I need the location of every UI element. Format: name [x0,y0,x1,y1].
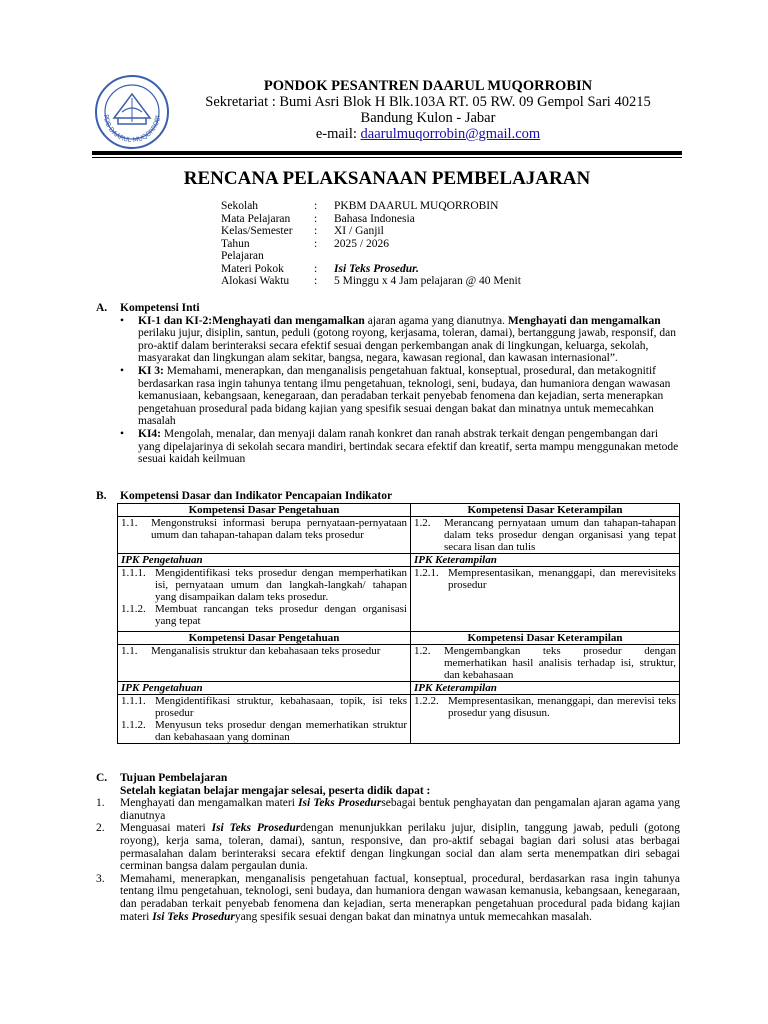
ipk-pengetahuan-cell: 1.1.1. Mengidentifikasi teks prosedur dengan memperhatikan isi, pernyataan umum dan langkah-langkah/ tahapan yang disampaikan dalam teks prosedur. 1.1.2. Membuat rancangan teks prosedur dengan organisasi yang tepat [118,567,411,632]
list-item: 3. Memahami, menerapkan, menganalisis pengetahuan factual, konseptual, procedural, berdasarkan rasa ingin tahunya tentang ilmu pengetahuan, teknologi, seni budaya, dan humaniora dengan wawasan kemanusia, kebangsaan, kenegaraan, dan peradaban terkait penyebab fenomena dan kejadian, serta menerapkan pengetahuan procedural pada bidang kajian materi Isi Teks Proseduryang spesifik sesuai dengan bakat dan minatnya untuk memecahkan masalah. [96,872,680,923]
letterhead [180,78,676,142]
kd-table-wrap [117,503,680,744]
identity-row: Alokasi Waktu : 5 Minggu x 4 Jam pelajaran @ 40 Menit [221,275,521,287]
table-row [118,682,680,695]
list-item: 1. Menghayati dan mengamalkan materi Isi Teks Prosedursebagai bentuk penghayatan dan pengamalan ajaran agama yang dianutnya [96,797,680,822]
identity-row: Pelajaran [221,250,264,262]
header-kd-keterampilan: Kompetensi Dasar Keterampilan [411,504,680,517]
header-rule-thin [92,157,682,158]
address: Sekretariat : Bumi Asri Blok H Blk.103A RT. 05 RW. 09 Gempol Sari 40215 [205,94,651,110]
svg-text:PPDB DAARUL MUQORROBIN: PDB DAARUL MUQORROBI [101,114,162,145]
identity-row: Tahun : 2025 / 2026 [221,237,389,250]
section-b [96,490,680,503]
ipk-keterampilan-header: IPK Keterampilan [411,682,680,695]
ki-1-2: • KI-1 dan KI-2:Menghayati dan mengamalkan ajaran agama yang dianutnya. Menghayati dan mengamalkan perilaku jujur, disiplin, santun, peduli (gotong royong, kerjasama, toleran, damai), bertanggung jawab, responsif, dan pro-aktif dalam berinteraksi secara efektif sesuai dengan perkembangan anak di lingkungan, keluarga, sekolah, masyarakat dan lingkungan alam sekitar, bangsa, negara, kawasan regional, dan kawasan internasional”. [116,315,680,365]
kd-keterampilan-cell: 1.2. Mengembangkan teks prosedur dengan memerhatikan hasil analisis terhadap isi, struktur, dan kebahasaan [411,645,680,682]
header-kd-keterampilan: Kompetensi Dasar Keterampilan [411,632,680,645]
identity-block [221,200,521,288]
logo-seal-icon [92,72,172,152]
table-row [118,567,680,632]
kd-pengetahuan-cell: 1.1. Mengonstruksi informasi berupa pernyataan-pernyataan umum dan tahapan-tahapan dalam teks prosedur [118,517,411,554]
email-line [180,126,676,142]
institution-logo [92,72,172,152]
header-rule-thick [92,151,682,155]
table-row [118,517,680,554]
tujuan-list [96,797,680,923]
table-row [118,554,680,567]
ipk-pengetahuan-cell: 1.1.1. Mengidentifikasi struktur, kebahasaan, topik, isi teks prosedur 1.1.2. Menyusun teks prosedur dengan memerhatikan struktur dan kebahasaan yang dominan [118,695,411,744]
city: Bandung Kulon - Jabar [360,110,496,126]
header-kd-pengetahuan: Kompetensi Dasar Pengetahuan [118,504,411,517]
section-a [96,302,680,466]
table-row [118,504,680,517]
email-link[interactable]: daarulmuqorrobin@gmail.com [360,126,541,142]
ipk-keterampilan-cell: 1.2.1. Mempresentasikan, menanggapi, dan merevisiteks prosedur [411,567,680,632]
section-b-heading: B. Kompetensi Dasar dan Indikator Pencapaian Indikator [96,490,393,502]
table-row [118,645,680,682]
section-c [96,772,680,923]
section-c-intro: Setelah kegiatan belajar mengajar selesai, peserta didik dapat : [120,784,431,797]
ki-4: • KI4: Mengolah, menalar, dan menyaji dalam ranah konkret dan ranah abstrak terkait dengan pengembangan dari yang dipelajarinya di sekolah secara mandiri, bertindak secara efektif dan kreatif, serta mampu menggunakan metode sesuai kaidah keilmuan [116,428,680,466]
ipk-pengetahuan-header: IPK Pengetahuan [118,554,411,567]
identity-row: Kelas/Semester : XI / Ganjil [221,225,384,237]
kd-table [117,503,680,744]
ipk-keterampilan-cell: 1.2.2. Mempresentasikan, menanggapi, dan merevisi teks prosedur yang disusun. [411,695,680,744]
list-item: 2. Menguasai materi Isi Teks Prosedurdengan menunjukkan perilaku jujur, disiplin, tanggung jawab, peduli (gotong royong), kerja sama, toleran, damai), santun, responsive, dan pro-aktif sebagai bagian dari solusi atas berbagai permasalahan dalam berinteraksi secara efektif dengan lingkungan social dan alam serta menempatkan diri sebagai cerminan bangsa dalam pergaulan dunia. [96,822,680,873]
kd-keterampilan-cell: 1.2. Merancang pernyataan umum dan tahapan-tahapan dalam teks prosedur dengan organisasi yang tepat secara lisan dan tulis [411,517,680,554]
identity-row: Sekolah : PKBM DAARUL MUQORROBIN [221,200,499,212]
institution-name: PONDOK PESANTREN DAARUL MUQORROBIN [263,78,593,94]
identity-row: Materi Pokok : Isi Teks Prosedur. [221,262,419,275]
table-row [118,632,680,645]
ipk-keterampilan-header: IPK Keterampilan [411,554,680,567]
ki-3: • KI 3: Memahami, menerapkan, dan menganalisis pengetahuan faktual, konseptual, prosedural, dan metakognitif berdasarkan rasa ingin tahunya tentang ilmu pengetahuan, teknologi, seni, budaya, dan humaniora dengan wawasan kemanusiaan, kebangsaan, kenegaraan, dan peradaban terkait penyebab fenomena dan kejadian, serta menerapkan pengetahuan prosedural pada bidang kajian yang spesifik sesuai dengan bakat dan minatnya untuk memecahkan masalah [116,365,680,428]
ki-list [116,315,680,466]
header-kd-pengetahuan: Kompetensi Dasar Pengetahuan [118,632,411,645]
email-label: e-mail: [315,126,361,142]
section-c-heading: C. Tujuan Pembelajaran [96,772,228,784]
table-row [118,695,680,744]
ipk-pengetahuan-header: IPK Pengetahuan [118,682,411,695]
identity-row: Mata Pelajaran : Bahasa Indonesia [221,212,415,225]
document-title: RENCANA PELAKSANAAN PEMBELAJARAN [183,168,591,189]
section-a-heading: A. Kompetensi Inti [96,302,200,314]
kd-pengetahuan-cell: 1.1. Menganalisis struktur dan kebahasaan teks prosedur [118,645,411,682]
